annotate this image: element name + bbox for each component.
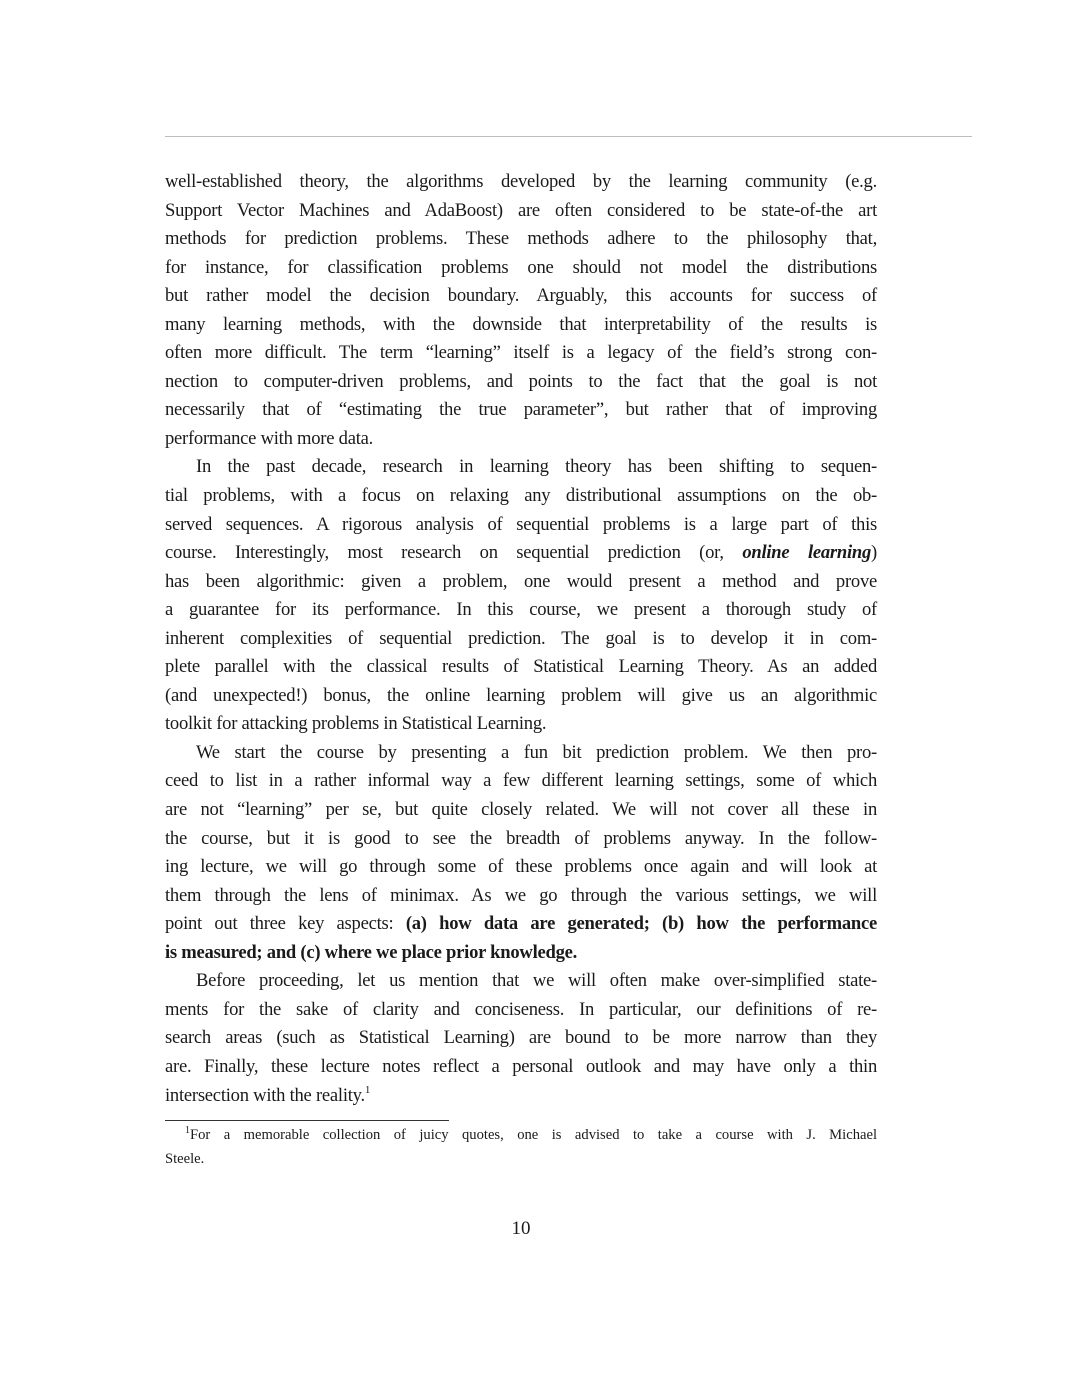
text-line (165, 225, 877, 254)
emphasis-text: (a) how data are generated; (b) how the performance (405, 913, 877, 935)
text-segment: well-established theory, the algorithms developed by the learning community (e.g. (165, 171, 877, 192)
text-line (165, 710, 877, 739)
text-line (165, 282, 877, 311)
text-segment: tial problems, with a focus on relaxing any distributional assumptions on the ob- (165, 485, 877, 507)
text-line (165, 425, 877, 454)
text-line (165, 767, 877, 796)
text-segment: performance with more data. (165, 427, 374, 449)
page-number: 10 (511, 1218, 531, 1239)
text-line (165, 825, 877, 854)
text-segment: plete parallel with the classical results of Statistical Learning Theory. As an added (165, 656, 877, 678)
text-segment: ceed to list in a rather informal way a few different learning settings, some of which (165, 770, 877, 792)
text-line (165, 596, 877, 625)
text-line (165, 368, 877, 397)
text-line (165, 625, 877, 654)
paragraph (165, 967, 877, 1110)
text-line (165, 853, 877, 882)
text-segment: them through the lens of minimax. As we go through the various settings, we will (165, 884, 877, 906)
paragraph (165, 168, 877, 453)
text-segment: necessarily that of “estimating the true parameter”, but rather that of improving (165, 399, 877, 421)
text-line (165, 796, 877, 825)
text-segment: nection to computer-driven problems, and points to the fact that the goal is not (165, 370, 877, 392)
emphasis-text: online learning (742, 542, 872, 564)
text-segment: Before proceeding, let us mention that we will often make over-simplified state- (196, 970, 877, 992)
text-line (165, 568, 877, 597)
text-segment: has been algorithmic: given a problem, one would present a method and prove (165, 570, 877, 592)
text-line (165, 682, 877, 711)
footnote-rule (165, 1120, 449, 1121)
text-segment: for instance, for classification problems one should not model the distributions (165, 256, 877, 278)
text-line (165, 539, 877, 568)
text-line (165, 1024, 877, 1053)
text-line (165, 1053, 877, 1082)
text-segment: Support Vector Machines and AdaBoost) are often considered to be state-of-the art (165, 199, 877, 221)
text-segment: ) (871, 542, 877, 564)
body-text (165, 168, 877, 1110)
text-segment: search areas (such as Statistical Learning) are bound to be more narrow than they (165, 1027, 877, 1049)
text-line (165, 739, 877, 768)
footnote-line: Steele. (165, 1151, 205, 1167)
text-line (165, 653, 877, 682)
text-line (165, 1082, 877, 1111)
text-segment: toolkit for attacking problems in Statistical Learning. (165, 713, 547, 735)
text-segment: often more difficult. The term “learning” itself is a legacy of the field’s strong con- (165, 342, 877, 364)
text-segment: course. Interestingly, most research on sequential prediction (or, (165, 542, 743, 564)
footnote-line: $^1$For a memorable collection of juicy quotes, one is advised to take a course with J. Michael (185, 1125, 877, 1143)
header-rule (165, 136, 972, 137)
paragraph (165, 453, 877, 738)
emphasis-text: is measured; and (c) where we place prior knowledge. (165, 941, 578, 963)
text-line (165, 996, 877, 1025)
text-line (165, 197, 877, 226)
text-line (165, 311, 877, 340)
text-segment: served sequences. A rigorous analysis of sequential problems is a large part of this (165, 513, 877, 535)
text-line (165, 168, 877, 197)
footnote (165, 1123, 877, 1171)
text-segment: inherent complexities of sequential prediction. The goal is to develop it in com- (165, 627, 877, 649)
footnote-mark: 1 (185, 1125, 190, 1136)
footnote-ref: 1 (364, 1083, 371, 1096)
text-line (165, 482, 877, 511)
text-segment: We start the course by presenting a fun bit prediction problem. We then pro- (196, 741, 877, 763)
text-line (165, 939, 877, 968)
text-segment: ing lecture, we will go through some of these problems once again and will look at (165, 856, 877, 878)
text-line (165, 396, 877, 425)
text-segment: many learning methods, with the downside that interpretability of the results is (165, 313, 877, 335)
text-line (165, 453, 877, 482)
text-segment: intersection with the reality. (165, 1084, 365, 1106)
text-segment: point out three key aspects: (165, 913, 406, 935)
paragraph (165, 739, 877, 967)
text-segment: methods for prediction problems. These methods adhere to the philosophy that, (165, 228, 877, 250)
text-line (165, 882, 877, 911)
text-segment: ments for the sake of clarity and conciseness. In particular, our definitions of re- (165, 998, 877, 1020)
text-segment: (and unexpected!) bonus, the online learning problem will give us an algorithmic (165, 684, 877, 706)
text-line (165, 910, 877, 939)
text-segment: In the past decade, research in learning theory has been shifting to sequen- (196, 456, 877, 478)
text-segment: the course, but it is good to see the breadth of problems anyway. In the follow- (165, 827, 877, 849)
text-segment: are not “learning” per se, but quite closely related. We will not cover all these in (165, 799, 877, 821)
text-line (165, 254, 877, 283)
text-line (165, 339, 877, 368)
text-segment: but rather model the decision boundary. Arguably, this accounts for success of (165, 285, 877, 307)
text-line (165, 511, 877, 540)
text-line (165, 967, 877, 996)
text-segment: are. Finally, these lecture notes reflect a personal outlook and may have only a thin (165, 1055, 877, 1077)
text-segment: a guarantee for its performance. In this course, we present a thorough study of (165, 599, 877, 621)
